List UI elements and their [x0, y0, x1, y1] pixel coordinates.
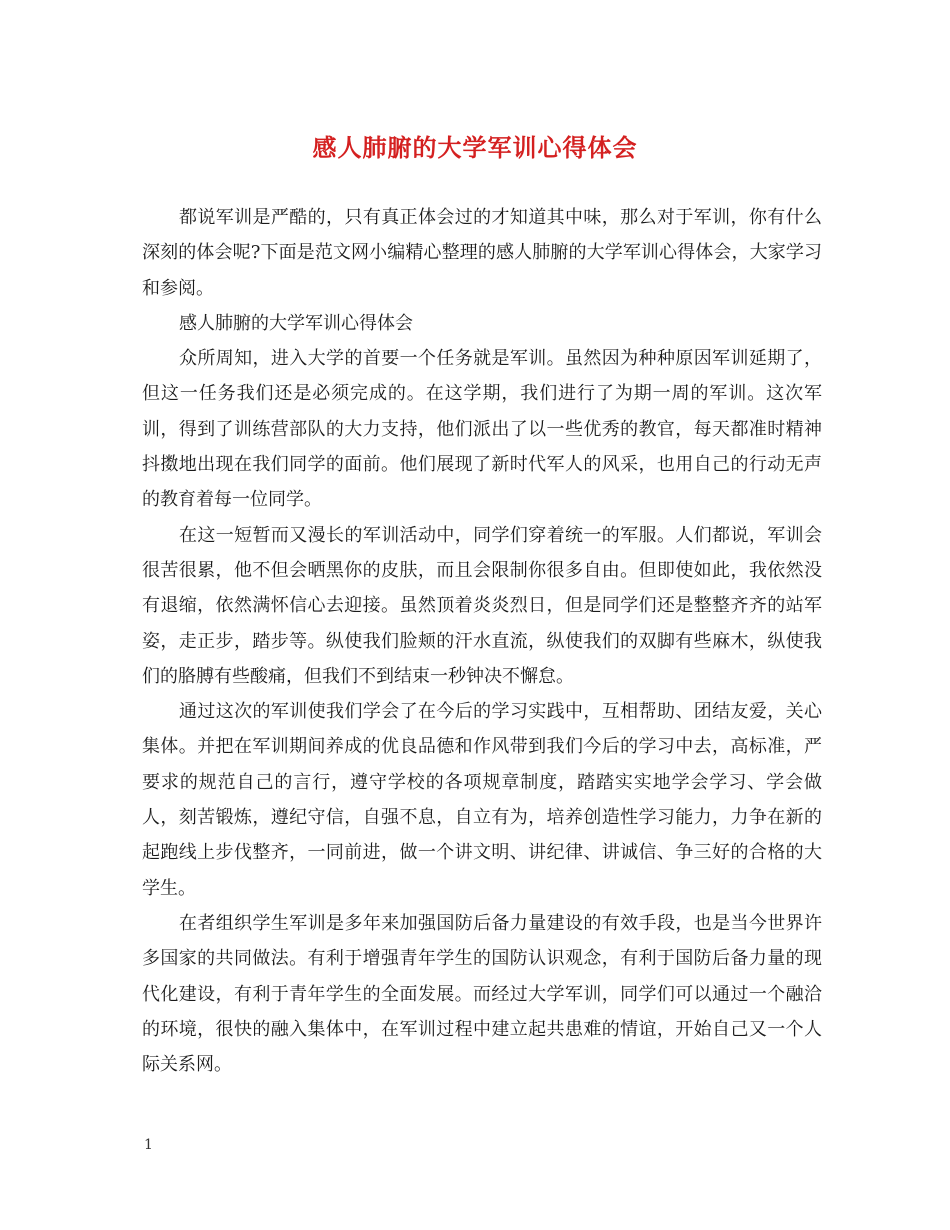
page-number: 1 — [144, 1137, 153, 1153]
body-paragraph: 在者组织学生军训是多年来加强国防后备力量建设的有效手段，也是当今世界许多国家的共同做法。有利于增强青年学生的国防认识观念，有利于国防后备力量的现代化建设，有利于青年学生的全面发展。而经过大学军训，同学们可以通过一个融洽的环境，很快的融入集体中，在军训过程中建立起共患难的情谊，开始自己又一个人际关系网。 — [142, 912, 822, 1076]
intro-paragraph: 都说军训是严酷的，只有真正体会过的才知道其中味，那么对于军训，你有什么深刻的体会呢?下面是范文网小编精心整理的感人肺腑的大学军训心得体会，大家学习和参阅。 — [142, 207, 822, 299]
body-paragraph: 众所周知，进入大学的首要一个任务就是军训。虽然因为种种原因军训延期了，但这一任务我们还是必须完成的。在这学期，我们进行了为期一周的军训。这次军训，得到了训练营部队的大力支持，他们派出了以一些优秀的教官，每天都准时精神抖擞地出现在我们同学的面前。他们展现了新时代军人的风采，也用自己的行动无声的教育着每一位同学。 — [142, 348, 822, 511]
body-paragraph: 在这一短暂而又漫长的军训活动中，同学们穿着统一的军服。人们都说，军训会很苦很累，他不但会晒黑你的皮肤，而且会限制你很多自由。但即使如此，我依然没有退缩，依然满怀信心去迎接。虽然顶着炎炎烈日，但是同学们还是整整齐齐的站军姿，走正步，踏步等。纵使我们脸颊的汗水直流，纵使我们的双脚有些麻木，纵使我们的胳膊有些酸痛，但我们不到结束一秒钟决不懈怠。 — [142, 524, 822, 687]
document-body — [142, 200, 822, 1082]
section-heading: 感人肺腑的大学军训心得体会 — [179, 312, 413, 334]
document-title: 感人肺腑的大学军训心得体会 — [312, 133, 638, 162]
body-paragraph: 通过这次的军训使我们学会了在今后的学习实践中，互相帮助、团结友爱，关心集体。并把在军训期间养成的优良品德和作风带到我们今后的学习中去，高标准，严要求的规范自己的言行，遵守学校的各项规章制度，踏踏实实地学会学习、学会做人，刻苦锻炼，遵纪守信，自强不息，自立有为，培养创造性学习能力，力争在新的起跑线上步伐整齐，一同前进，做一个讲文明、讲纪律、讲诚信、争三好的合格的大学生。 — [142, 701, 822, 899]
